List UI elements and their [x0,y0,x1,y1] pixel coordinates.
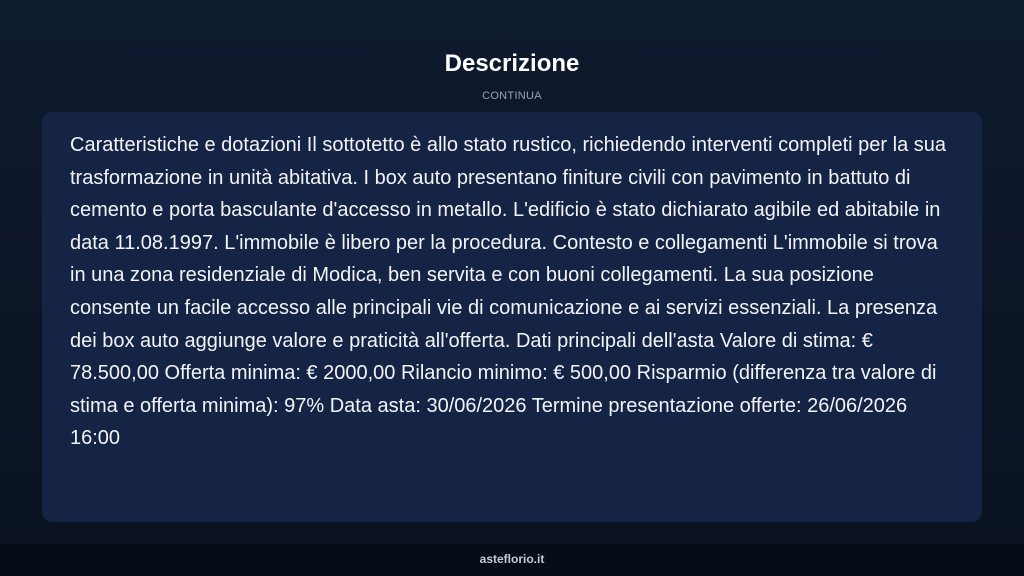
page-title: Descrizione [444,50,580,77]
continue-label: CONTINUA [482,90,542,102]
site-name: asteflorio.it [479,552,545,566]
footer-bar [0,544,1024,576]
description-card [42,112,982,522]
description-text: Caratteristiche e dotazioni Il sottotetto è allo stato rustico, richiedendo interventi completi per la sua trasformazione in unità abitativa. I box auto presentano finiture civili con pavimento in battuto di cemento e porta basculante d'accesso in metallo. L'edificio è stato dichiarato agibile ed abitabile in data 11.08.1997. L'immobile è libero per la procedura. Contesto e collegamenti L'immobile si trova in una zona residenziale di Modica, ben servita e con buoni collegamenti. La sua posizione consente un facile accesso alle principali vie di comunicazione e ai servizi essenziali. La presenza dei box auto aggiunge valore e praticità all'offerta. Dati principali dell'asta Valore di stima: € 78.500,00 Offerta minima: € 2000,00 Rilancio minimo: € 500,00 Risparmio (differenza tra valore di stima e offerta minima): 97% Data asta: 30/06/2026 Termine presentazione offerte: 26/06/2026 16:00 [70,134,947,450]
